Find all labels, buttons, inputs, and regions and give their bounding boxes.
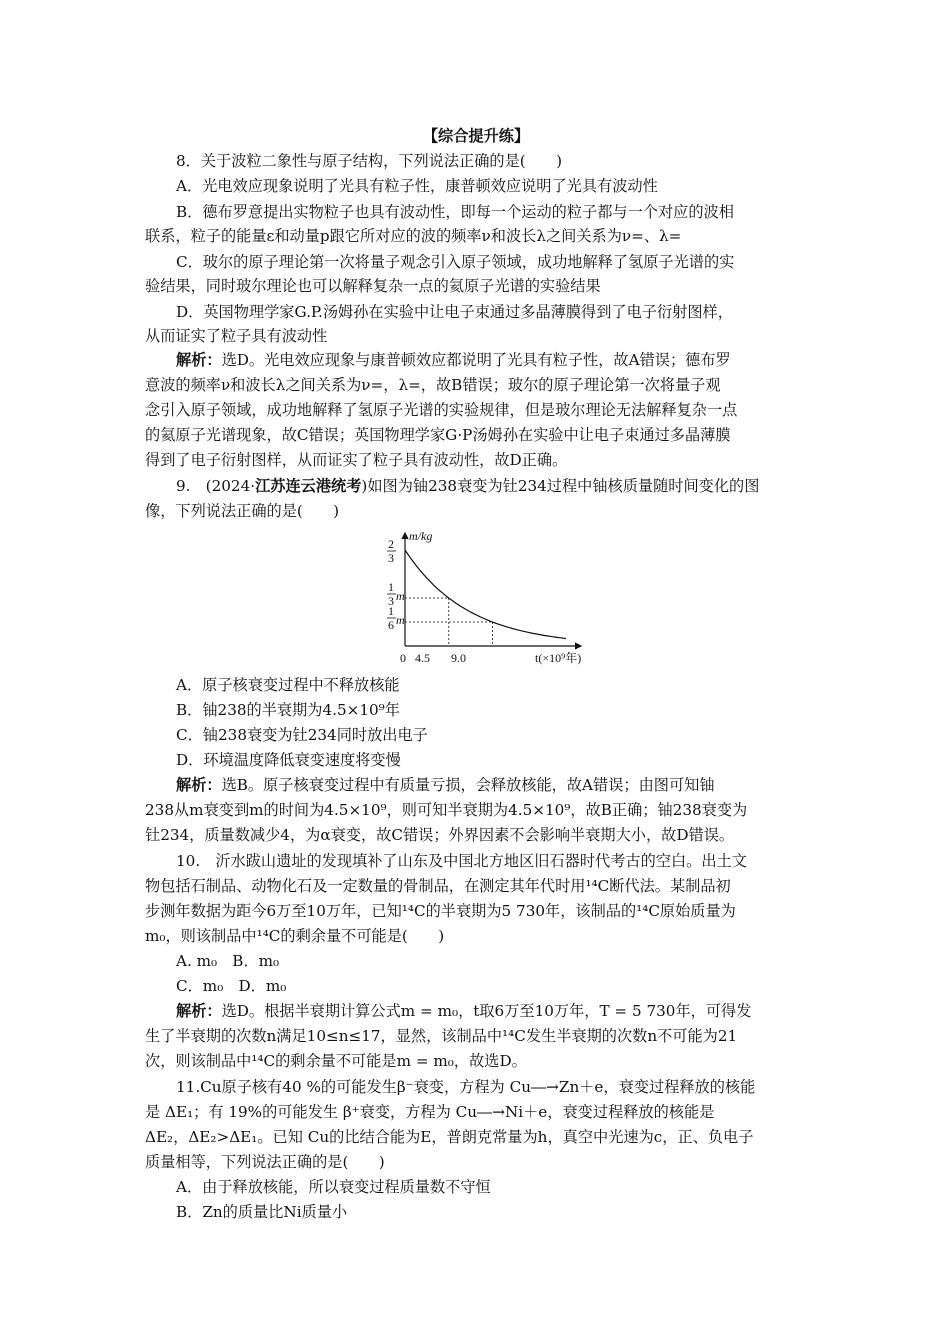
x-tick-4-5: 4.5 [415, 651, 430, 665]
q10-stem: 10. 沂水跋山遗址的发现填补了山东及中国北方地区旧石器时代考古的空白。出土文 [176, 852, 747, 870]
q8-option-b: B．德布罗意提出实物粒子也具有波动性，即每一个运动的粒子都与一个对应的波相 [176, 203, 734, 221]
y-tick-top-den: 3 [388, 551, 394, 565]
q9-stem-text: )如图为铀238衰变为钍234过程中铀核质量随时间变化的图 [361, 477, 760, 495]
q9-answer [176, 775, 715, 797]
q9-option-a: A．原子核衰变过程中不释放核能 [176, 676, 400, 694]
answer-label: 解析： [176, 351, 222, 369]
q10-answer-l2: 生了半衰期的次数n满足10≤n≤17，显然，该制品中¹⁴C发生半衰期的次数n不可能为21 [145, 1027, 738, 1045]
q9-stem [176, 476, 759, 498]
q10-stem-l2: 物包括石制品、动物化石及一定数量的骨制品，在测定其年代时用¹⁴C断代法。某制品初 [145, 877, 731, 895]
q9-answer-l2: 238从m衰变到m的时间为4.5×10⁹，则可知半衰期为4.5×10⁹，故B正确；铀238衰变为 [145, 801, 748, 819]
y-tick-low-num: 1 [388, 604, 394, 618]
q10-options-cd: C．m₀ D．m₀ [176, 977, 287, 995]
q10-options-ab: A. m₀ B．m₀ [176, 952, 280, 970]
y-tick-mid-num: 1 [388, 580, 394, 594]
q11-option-a: A．由于释放核能，所以衰变过程质量数不守恒 [176, 1178, 491, 1196]
q8-answer-l5: 得到了电子衍射图样，从而证实了粒子具有波动性，故D正确。 [145, 451, 568, 469]
q10-stem-l4: m₀，则该制品中¹⁴C的剩余量不可能是( ) [145, 927, 445, 945]
q9-answer-l3: 钍234，质量数减少4，为α衰变，故C错误；外界因素不会影响半衰期大小，故D错误。 [145, 826, 735, 844]
decay-curve-chart [385, 528, 605, 668]
q8-option-d-cont: 从而证实了粒子具有波动性 [145, 327, 328, 345]
q8-answer-text: 选D。光电效应现象与康普顿效应都说明了光具有粒子性，故A错误；德布罗 [221, 351, 731, 369]
guide-lines [405, 598, 493, 646]
x-tick-0: 0 [400, 651, 406, 665]
q11-option-b: B．Zn的质量比Ni质量小 [176, 1203, 348, 1221]
q9-option-d: D．环境温度降低衰变速度将变慢 [176, 751, 401, 769]
q8-option-a: A．光电效应现象说明了光具有粒子性，康普顿效应说明了光具有波动性 [176, 177, 658, 195]
y-tick-mid-m: m [396, 589, 405, 603]
q9-option-c: C．铀238衰变为钍234同时放出电子 [176, 726, 428, 744]
q9-source: 江苏连云港统考 [255, 477, 362, 495]
q10-answer-l3: 次，则该制品中¹⁴C的剩余量不可能是m = m₀，故选D。 [145, 1052, 527, 1070]
q8-answer-l2: 意波的频率ν和波长λ之间关系为ν=，λ=，故B错误；玻尔的原子理论第一次将量子观 [145, 376, 721, 394]
decay-curve [405, 550, 566, 639]
y-axis-label: m/kg [409, 529, 433, 543]
y-tick-low-m: m [396, 613, 405, 627]
q11-stem-l3: ΔE₂，ΔE₂>ΔE₁。已知 Cu的比结合能为E，普朗克常量为h，真空中光速为c，正、负电子 [145, 1128, 754, 1146]
q8-stem: 8．关于波粒二象性与原子结构，下列说法正确的是( ) [176, 152, 563, 170]
q10-answer [176, 1001, 751, 1023]
q8-option-c-cont: 验结果，同时玻尔理论也可以解释复杂一点的氦原子光谱的实验结果 [145, 277, 601, 295]
answer-label: 解析： [176, 1002, 222, 1020]
y-tick-top-num: 2 [388, 537, 394, 551]
q9-stem-cont: 像，下列说法正确的是( ) [145, 502, 340, 520]
q10-answer-text: 选D。根据半衰期计算公式m = m₀，t取6万至10万年，T = 5 730年，可得发 [221, 1002, 752, 1020]
q8-option-b-cont: 联系，粒子的能量ε和动量p跟它所对应的波的频率ν和波长λ之间关系为ν=、λ= [145, 227, 682, 245]
q8-answer-l3: 念引入原子领域，成功地解释了氢原子光谱的实验规律，但是玻尔理论无法解释复杂一点 [145, 401, 738, 419]
q9-answer-text: 选B。原子核衰变过程中有质量亏损，会释放核能，故A错误；由图可知铀 [221, 776, 715, 794]
y-tick-mid-den: 3 [388, 594, 394, 608]
q8-answer-l4: 的氦原子光谱现象，故C错误；英国物理学家G·P汤姆孙在实验中让电子束通过多晶薄膜 [145, 426, 731, 444]
q8-option-d: D．英国物理学家G.P.汤姆孙在实验中让电子束通过多晶薄膜得到了电子衍射图样， [176, 303, 733, 321]
answer-label: 解析： [176, 776, 222, 794]
q10-stem-l3: 步测年数据为距今6万至10万年，已知¹⁴C的半衰期为5 730年，该制品的¹⁴C原始质量为 [145, 902, 736, 920]
y-tick-low-den: 6 [388, 618, 394, 632]
q11-stem-l4: 质量相等，下列说法正确的是( ) [145, 1153, 385, 1171]
q11-stem: 11.Cu原子核有40 %的可能发生β⁻衰变，方程为 Cu―→Zn＋e，衰变过程释放的核能 [176, 1078, 756, 1096]
q9-option-b: B．铀238的半衰期为4.5×10⁹年 [176, 701, 400, 719]
x-axis-label: t(×10⁹年) [535, 651, 582, 665]
q8-answer [176, 350, 731, 372]
q8-option-c: C．玻尔的原子理论第一次将量子观念引入原子领域，成功地解释了氢原子光谱的实 [176, 253, 735, 271]
x-tick-9-0: 9.0 [451, 651, 466, 665]
section-title: 【综合提升练】 [422, 127, 530, 145]
q9-number: 9. (2024· [176, 477, 256, 495]
q11-stem-l2: 是 ΔE₁；有 19%的可能发生 β⁺衰变，方程为 Cu―→Ni＋e，衰变过程释放的核能是 [145, 1103, 715, 1121]
